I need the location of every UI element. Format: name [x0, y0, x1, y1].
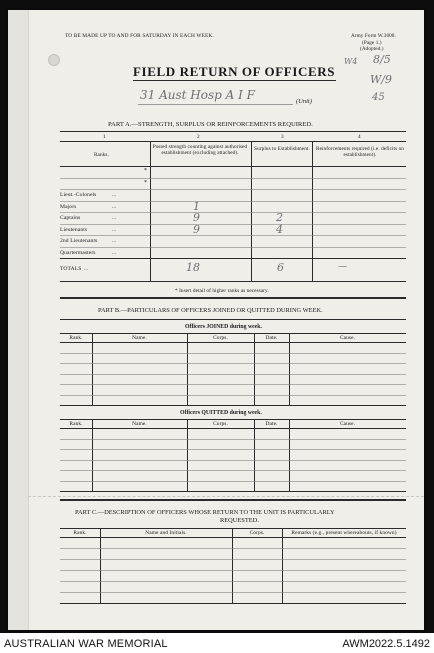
part-c-heading-2: REQUESTED.	[220, 517, 259, 524]
rank-label: Lieutenants	[60, 226, 88, 233]
leader-dots: ...	[112, 226, 117, 233]
col-header-posted: Posted strength counting against authorised establishment (excluding attached).	[152, 144, 248, 156]
page-fold-line	[28, 496, 424, 497]
column-header: Corps.	[213, 421, 228, 427]
column-header: Cause.	[339, 335, 356, 341]
form-status: (Adopted.)	[360, 46, 384, 52]
row-rule	[60, 189, 406, 190]
star-marker: *	[144, 179, 148, 186]
totals-rule	[60, 258, 406, 259]
part-a-rule	[60, 131, 406, 132]
totals-surplus: 6	[277, 261, 284, 274]
col-header-surplus: Surplus to Establishment.	[254, 146, 310, 152]
table-row	[60, 384, 406, 385]
leader-dots: ...	[112, 203, 117, 210]
rank-label: Lieut.-Colonels	[60, 192, 97, 198]
column-header: Name and Initials.	[145, 530, 187, 536]
table-row	[60, 481, 406, 482]
joined-heading: Officers JOINED during week.	[185, 324, 262, 330]
unit-label: (Unit)	[296, 98, 312, 105]
table-rule	[60, 342, 406, 343]
table-row	[60, 449, 406, 450]
column-header: Cause.	[339, 421, 356, 427]
table-row	[60, 353, 406, 354]
quitted-heading: Officers QUITTED during week.	[180, 410, 262, 416]
pencil-mark: W/9	[370, 73, 393, 86]
surplus-value: 2	[276, 211, 283, 224]
table-row	[60, 374, 406, 375]
pencil-mark: 45	[372, 92, 385, 103]
leader-dots: ...	[112, 192, 117, 198]
unit-handwritten: 31 Aust Hosp A I F	[140, 88, 255, 102]
table-row	[60, 439, 406, 440]
pencil-mark: 8/5	[373, 53, 391, 66]
column-header: Name.	[132, 421, 147, 427]
col-divider	[251, 141, 252, 281]
table-row	[60, 491, 406, 492]
column-header: Rank.	[73, 530, 87, 536]
archive-name: AUSTRALIAN WAR MEMORIAL	[4, 638, 168, 650]
row-rule	[60, 224, 406, 225]
table-row	[60, 603, 406, 604]
archive-id: AWM2022.5.1492	[342, 638, 430, 650]
rank-label: Captains	[60, 215, 81, 221]
table-rule	[60, 528, 406, 529]
column-header: Name.	[132, 335, 147, 341]
col-number: 2	[197, 134, 200, 140]
page-binding-strip	[8, 10, 29, 630]
surplus-value: 4	[276, 222, 283, 236]
table-row	[60, 363, 406, 364]
section-rule	[60, 297, 406, 299]
pencil-mark: W4	[344, 57, 358, 66]
form-number: Army Form W.3008.	[351, 33, 396, 39]
posted-value: 9	[193, 211, 200, 224]
part-b-heading: PART B.—PARTICULARS OF OFFICERS JOINED OR QUITTED DURING WEEK.	[98, 307, 323, 314]
leader-dots: ...	[112, 249, 117, 256]
column-header: Remarks (e.g., present whereabouts, if known)	[291, 530, 397, 536]
leader-dots: ...	[112, 238, 117, 244]
part-a-footnote: * Insert detail of higher ranks as necessary.	[175, 288, 269, 294]
table-rule	[60, 428, 406, 429]
col-number: 1	[103, 134, 106, 140]
part-a-rule	[60, 281, 406, 282]
star-marker: *	[144, 168, 148, 174]
totals-posted: 18	[186, 261, 200, 274]
title-underline	[133, 80, 336, 81]
table-row	[60, 559, 406, 560]
totals-label: TOTALS	[60, 266, 82, 272]
column-header: Rank.	[69, 335, 83, 341]
form-title: FIELD RETURN OF OFFICERS	[133, 64, 336, 79]
table-row	[60, 548, 406, 549]
totals-reinforcements: —	[338, 262, 347, 272]
row-rule	[60, 201, 406, 202]
posted-value: 1	[193, 199, 200, 213]
col-header-ranks: Ranks.	[94, 152, 109, 158]
archive-footer	[0, 633, 434, 653]
column-header: Corps.	[213, 335, 228, 341]
row-rule	[60, 247, 406, 248]
col-divider	[312, 141, 313, 281]
table-row	[60, 592, 406, 593]
punch-hole	[48, 54, 60, 66]
header-note: TO BE MADE UP TO AND FOR SATURDAY IN EACH WEEK.	[65, 33, 214, 39]
table-rule	[60, 419, 406, 420]
table-rule	[60, 333, 406, 334]
col-number: 4	[358, 134, 361, 140]
row-rule	[60, 235, 406, 236]
col-header-reinforcements: Reinforcements required (i.e. deficits on establishment).	[316, 146, 404, 158]
part-c-heading: PART C.—DESCRIPTION OF OFFICERS WHOSE RETURN TO THE UNIT IS PARTICULARLY	[75, 509, 335, 516]
table-row	[60, 460, 406, 461]
form-page: (Page 1.)	[362, 40, 382, 46]
table-row	[60, 570, 406, 571]
rank-label: Majors	[60, 203, 77, 210]
table-rule	[60, 537, 406, 538]
col-divider	[150, 141, 151, 281]
section-rule	[60, 499, 406, 501]
row-rule	[60, 212, 406, 213]
column-header: Date.	[265, 335, 278, 341]
rank-label: 2nd Lieutenants	[60, 238, 98, 244]
unit-line	[138, 104, 293, 105]
table-row	[60, 405, 406, 406]
part-a-rule	[60, 166, 406, 167]
column-header: Rank.	[69, 421, 83, 427]
part-a-heading: PART A.—STRENGTH, SURPLUS OR REINFORCEMENTS REQUIRED.	[108, 121, 313, 128]
section-rule	[60, 319, 406, 320]
table-row	[60, 470, 406, 471]
rank-label: Quartermasters	[60, 249, 96, 256]
row-rule	[60, 178, 406, 179]
table-row	[60, 581, 406, 582]
posted-value: 9	[193, 222, 200, 236]
col-number: 3	[281, 134, 284, 140]
leader-dots: ...	[112, 215, 117, 221]
part-a-rule	[60, 141, 406, 142]
column-header: Date.	[265, 421, 278, 427]
column-header: Corps.	[249, 530, 265, 536]
table-row	[60, 395, 406, 396]
